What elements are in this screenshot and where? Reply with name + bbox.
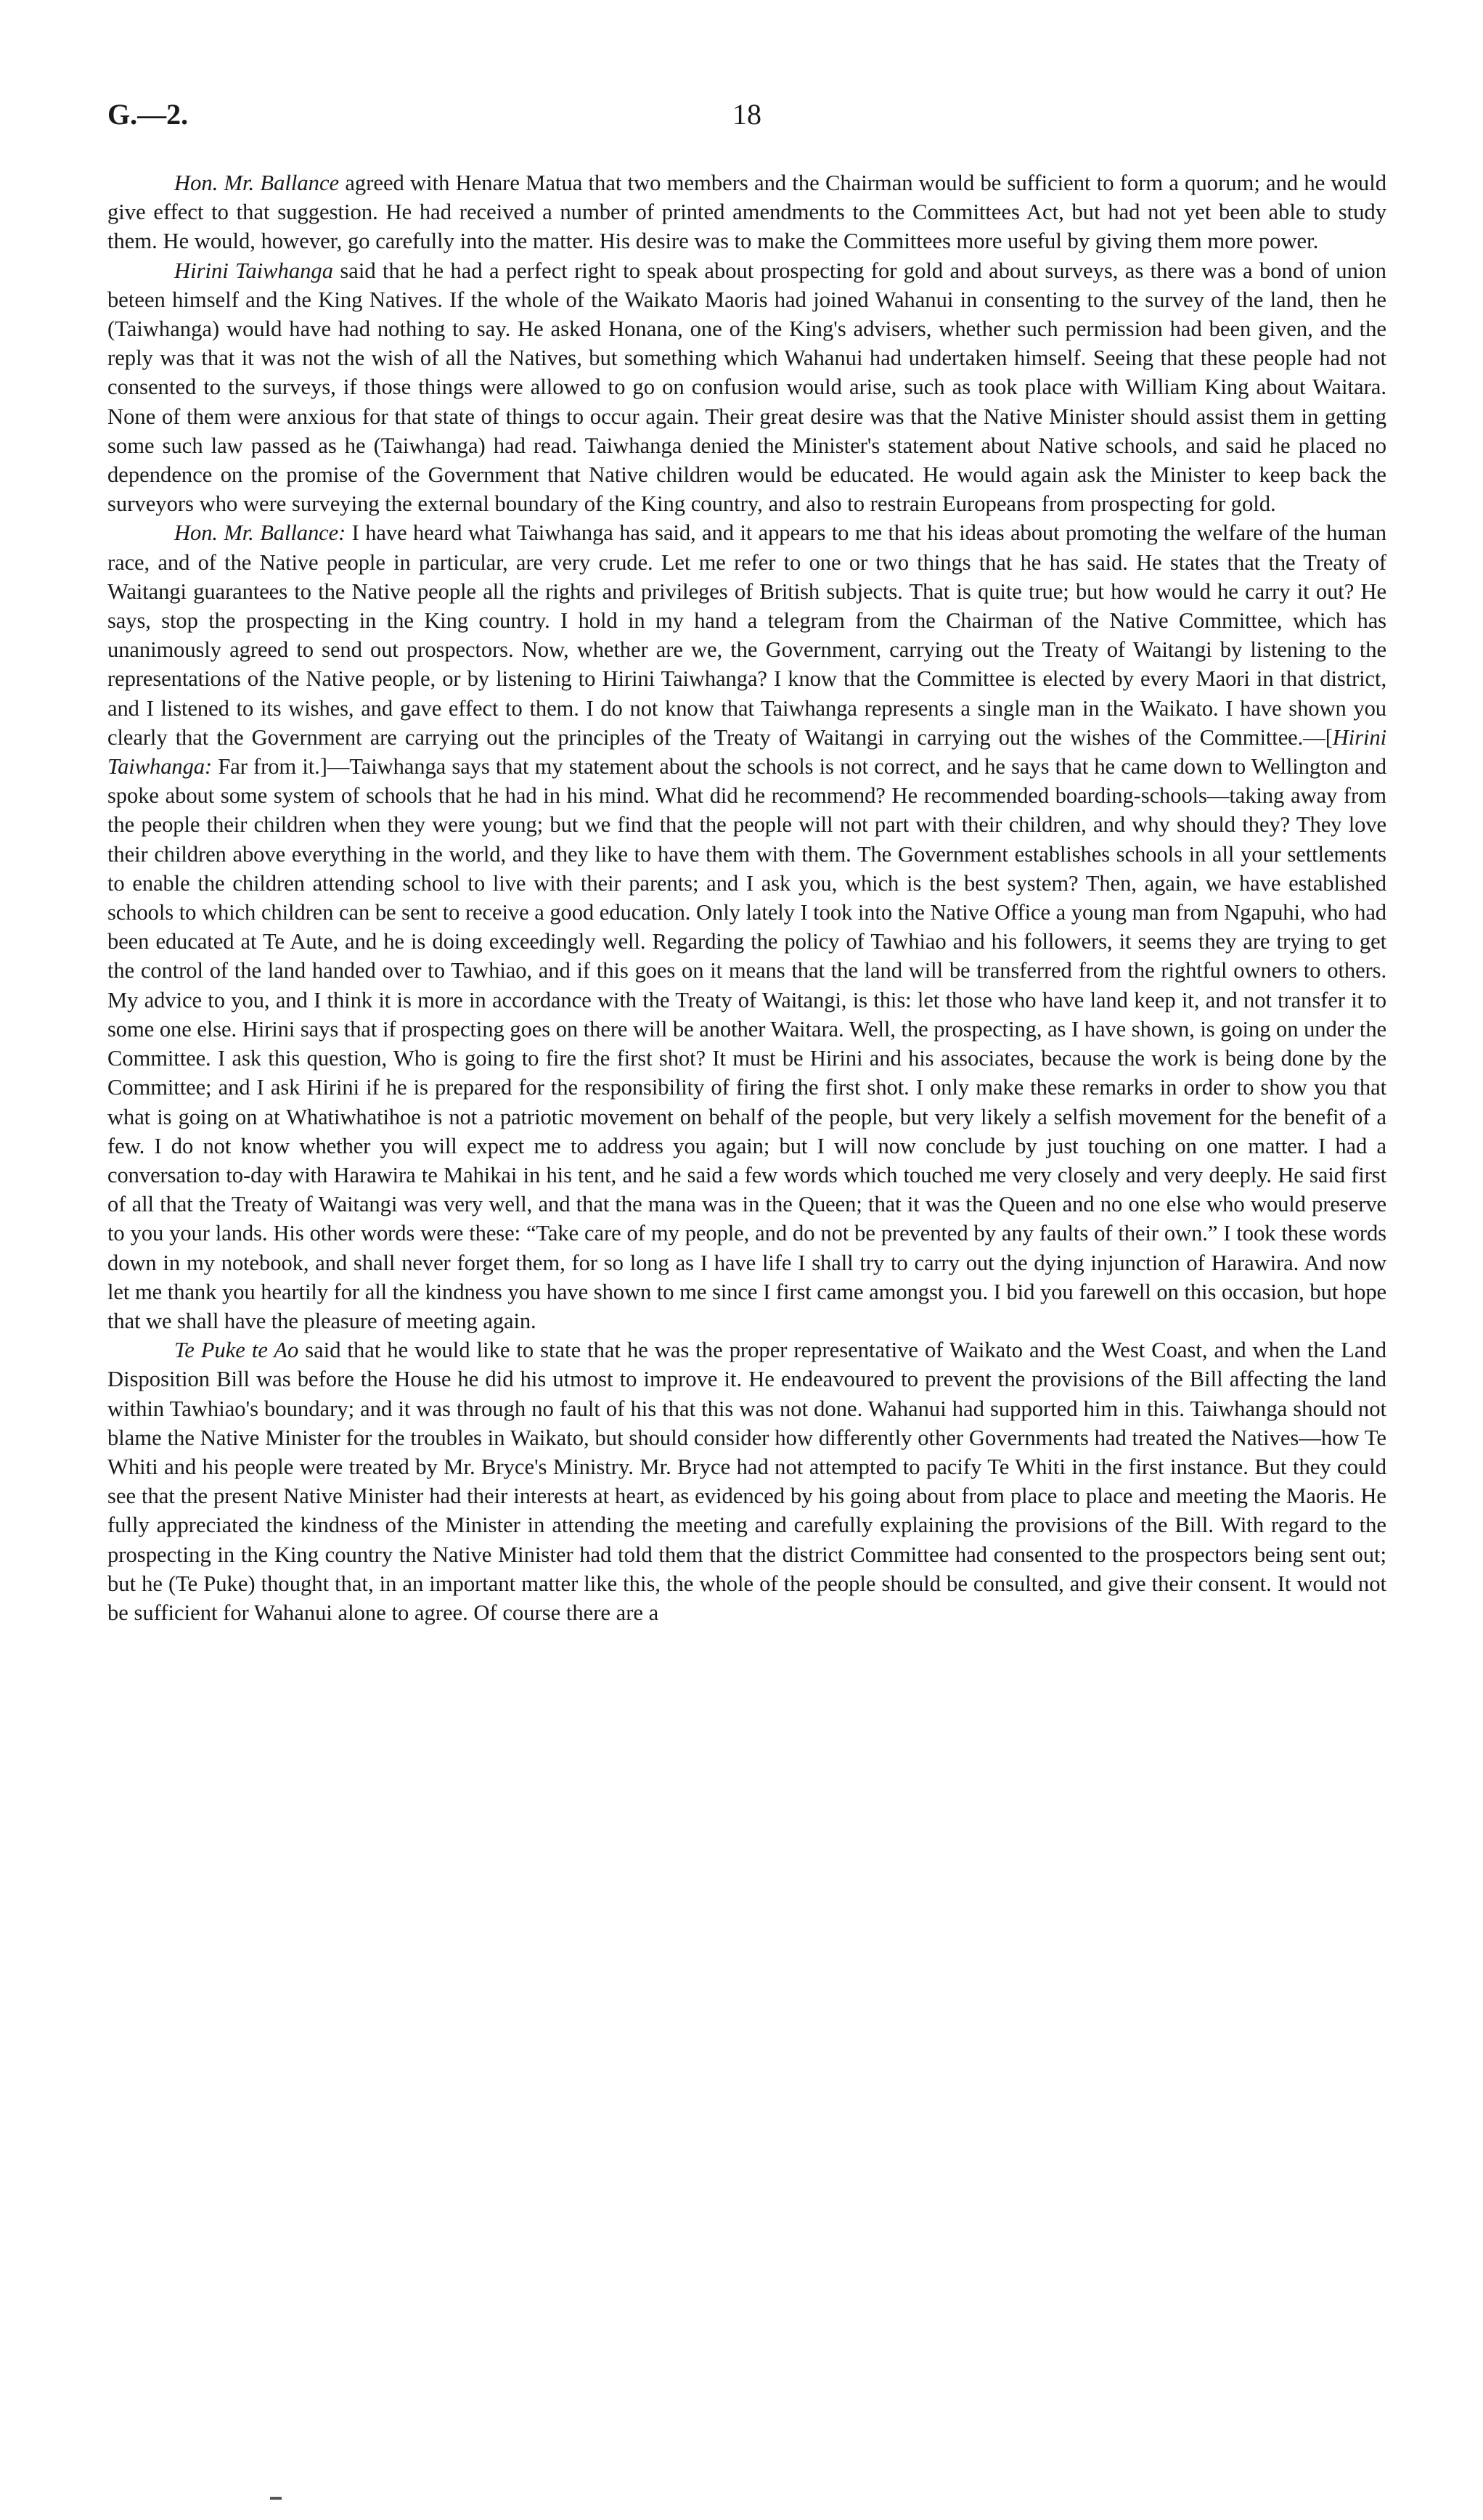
- document-reference: G.—2.: [107, 98, 189, 131]
- paragraph-text-before: I have heard what Taiwhanga has said, and it appears to me that his ideas about promoting the welfare of the human race, and of the Native people in particular, are very crude. Let me refer to one or two things that he has said. He states that the Treaty of Waitangi guarantees to the Native people all the rights and privileges of British subjects. That is quite true; but how would he carry it out? He says, stop the prospecting in the King country. I hold in my hand a telegram from the Chairman of the Native Committee, which has unanimously agreed to send out prospectors. Now, whether are we, the Government, carrying out the Treaty of Waitangi by listening to the representations of the Native people, or by listening to Hirini Taiwhanga? I know that the Committee is elected by every Maori in that district, and I listened to its wishes, and gave effect to them. I do not know that Taiwhanga represents a single man in the Waikato. I have shown you clearly that the Government are carrying out the principles of the Treaty of Waitangi in carrying out the wishes of the Committee.—[: [107, 520, 1387, 750]
- page-number: 18: [732, 98, 761, 131]
- document-page: [107, 93, 1386, 1627]
- paragraph-taiwhanga: [107, 256, 1386, 519]
- speaker-name: Te Puke te Ao: [174, 1338, 299, 1363]
- paragraph-text: agreed with Henare Matua that two members and the Chairman would be sufficient to form a quorum; and he would give effect to that suggestion. He had received a number of printed amendments to the Committees Act, but had not yet been able to study them. He would, however, go carefully into the matter. His desire was to make the Committees more useful by giving them more power.: [107, 171, 1386, 254]
- speaker-name: Hirini Taiwhanga: [174, 258, 334, 283]
- paragraph-ballance-reply: [107, 518, 1386, 1335]
- speaker-name: Hon. Mr. Ballance: [174, 171, 340, 195]
- print-mark: [270, 2497, 282, 2500]
- paragraph-text: said that he had a perfect right to speak about prospecting for gold and about surveys, as there was a bond of union beteen himself and the King Natives. If the whole of the Waikato Maoris had joined Wahanui in consenting to the survey of the land, then he (Taiwhanga) would have had nothing to say. He asked Honana, one of the King's advisers, whether such permission had been given, and the reply was that it was not the wish of all the Natives, but something which Wahanui had undertaken himself. Seeing that these people had not consented to the surveys, if those things were allowed to go on confusion would arise, such as took place with William King about Waitara. None of them were anxious for that state of things to occur again. Their great desire was that the Native Minister should assist them in getting some such law passed as he (Taiwhanga) had read. Taiwhanga denied the Minister's statement about Native schools, and said he placed no dependence on the promise of the Government that Native children would be educated. He would again ask the Minister to keep back the surveyors who were surveying the external boundary of the King country, and also to restrain Europeans from prospecting for gold.: [107, 258, 1386, 517]
- paragraph-text: said that he would like to state that he was the proper representative of Waikato and the West Coast, and when the Land Disposition Bill was before the House he did his utmost to improve it. He endeavoured to prevent the provisions of the Bill affecting the land within Tawhiao's boundary; and it was through no fault of his that this was not done. Wahanui had supported him in this. Taiwhanga should not blame the Native Minister for the troubles in Waikato, but should consider how differently other Governments had treated the Natives—how Te Whiti and his people were treated by Mr. Bryce's Ministry. Mr. Bryce had not attempted to pacify Te Whiti in the first instance. But they could see that the present Native Minister had their interests at heart, as evidenced by his going about from place to place and meeting the Maoris. He fully appreciated the kindness of the Minister in attending the meeting and carefully explaining the provisions of the Bill. With regard to the prospecting in the King country the Native Minister had told them that the district Committee had consented to the prospectors being sent out; but he (Te Puke) thought that, in an important matter like this, the whole of the people should be consulted, and give their consent. It would not be sufficient for Wahanui alone to agree. Of course there are a: [107, 1338, 1387, 1625]
- paragraph-te-puke: [107, 1335, 1386, 1627]
- paragraph-text-after: —Taiwhanga says that my statement about the schools is not correct, and he says that he came down to Wellington and spoke about some system of schools that he had in his mind. What did he recommend? He recommended boarding-schools—taking away from the people their children when they were young; but we find that the people will not part with their children, and why should they? They love their children above everything in the world, and they like to have them with them. The Government establishes schools in all your settlements to enable the children attending school to live with their parents; and I ask you, which is the best system? Then, again, we have established schools to which children can be sent to receive a good education. Only lately I took into the Native Office a young man from Ngapuhi, who had been educated at Te Aute, and he is doing exceedingly well. Regarding the policy of Tawhiao and his followers, it seems they are trying to get the control of the land handed over to Tawhiao, and if this goes on it means that the land will be transferred from the rightful owners to others. My advice to you, and I think it is more in accordance with the Treaty of Waitangi, is this: let those who have land keep it, and not transfer it to some one else. Hirini says that if prospecting goes on there will be another Waitara. Well, the prospecting, as I have shown, is going on under the Committee. I ask this question, Who is going to fire the first shot? It must be Hirini and his associates, because the work is being done by the Committee; and I ask Hirini if he is prepared for the responsibility of firing the first shot. I only make these remarks in order to show you that what is going on at Whatiwhatihoe is not a patriotic movement on behalf of the people, but very likely a selfish movement for the benefit of a few. I do not know whether you will expect me to address you again; but I will now conclude by just touching on one matter. I had a conversation to-day with Harawira te Mahikai in his tent, and he said a few words which touched me very closely and very deeply. He said first of all that the Treaty of Waitangi was very well, and that the mana was in the Queen; that it was the Queen and no one else who would preserve to you your lands. His other words were these: “Take care of my people, and do not be prevented by any faults of their own.” I took these words down in my notebook, and shall never forget them, for so long as I have life I shall try to carry out the dying injunction of Harawira. And now let me thank you heartily for all the kindness you have shown to me since I first came amongst you. I bid you farewell on this occasion, but hope that we shall have the pleasure of meeting again.: [107, 754, 1386, 1333]
- interjector-name: Hirini Taiwhanga:: [107, 724, 1386, 780]
- paragraph-ballance-quorum: [107, 168, 1386, 256]
- interjection-text: Far from it.]: [212, 754, 327, 780]
- document-body: [107, 168, 1386, 1627]
- page-header: [107, 93, 1386, 136]
- speaker-name: Hon. Mr. Ballance:: [174, 520, 346, 546]
